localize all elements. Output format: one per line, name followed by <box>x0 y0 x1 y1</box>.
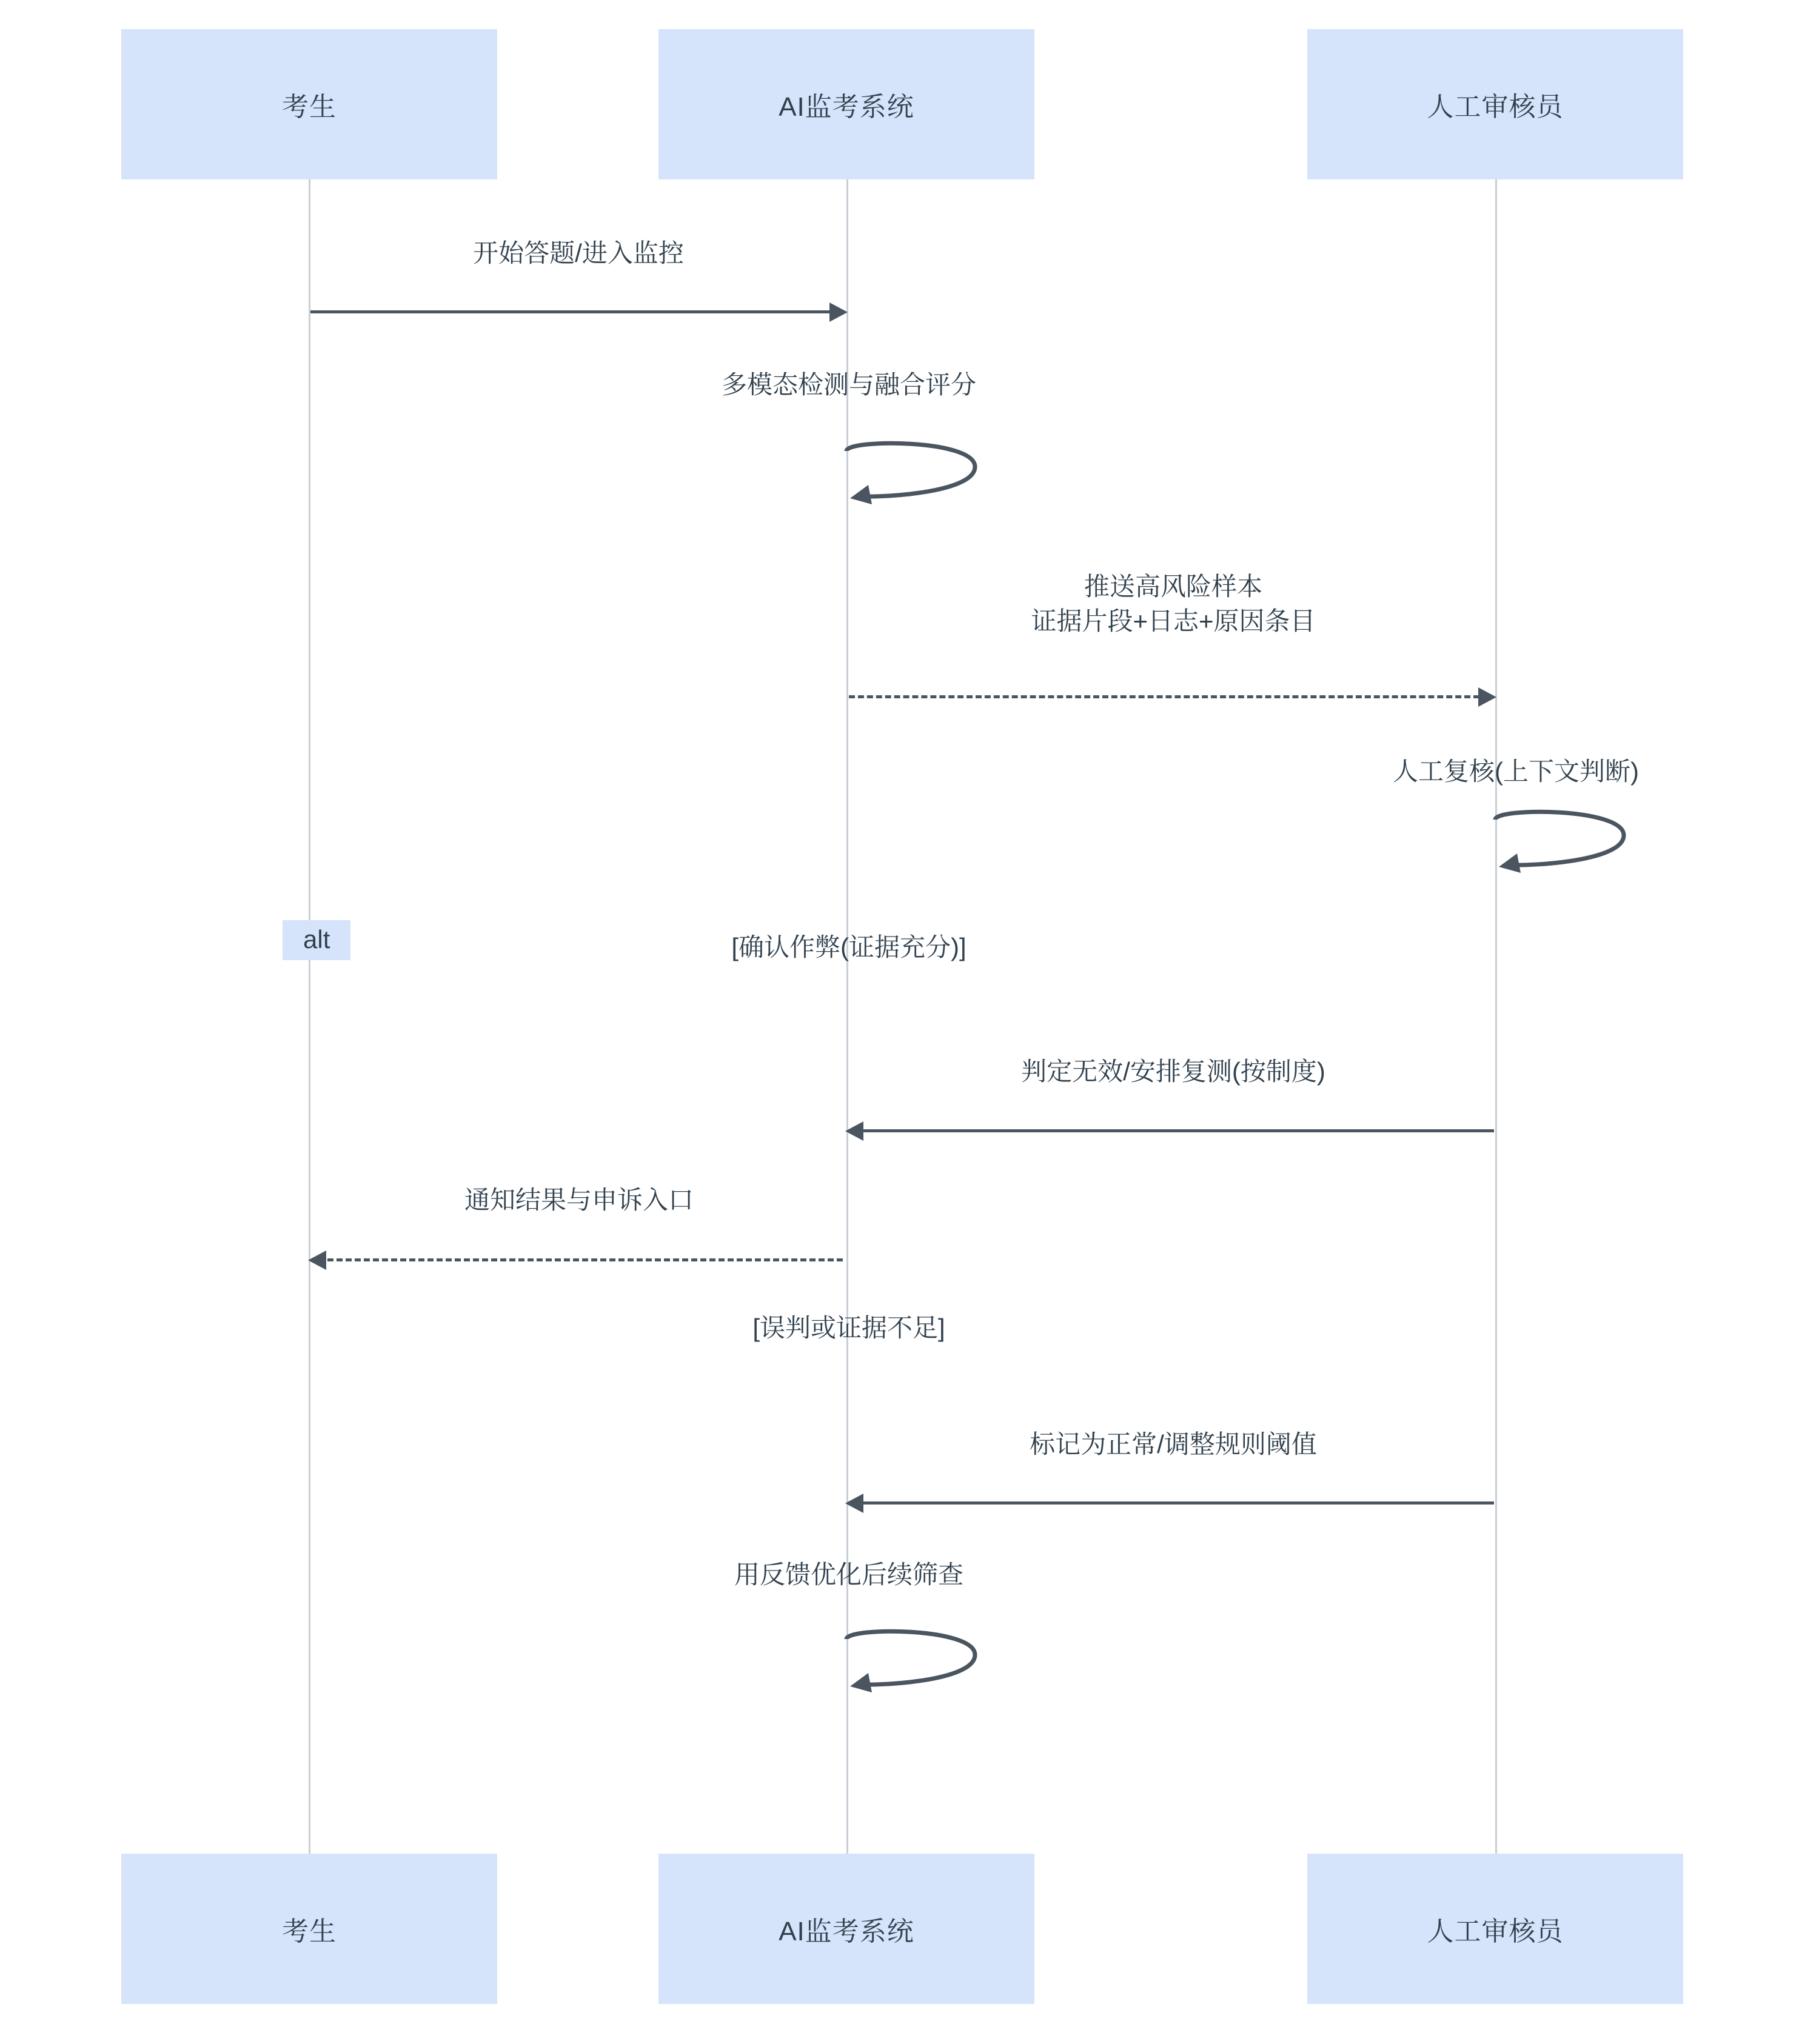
message-label-m8: 用反馈优化后续筛查 <box>734 1560 963 1589</box>
self-loop-m2 <box>844 438 977 516</box>
participant-label-human-reviewer: 人工审核员 <box>1427 92 1564 122</box>
message-arrowhead-m3 <box>1478 687 1496 707</box>
message-line-m1 <box>310 310 832 313</box>
participant-box-human-reviewer-top[interactable] <box>1307 29 1683 179</box>
message-label-m6: 通知结果与申诉入口 <box>464 1186 694 1214</box>
participant-box-examinee-bottom[interactable] <box>121 1854 497 2004</box>
message-arrowhead-m7 <box>845 1494 863 1513</box>
participant-box-examinee-top[interactable] <box>121 29 497 179</box>
message-label-m1: 开始答题/进入监控 <box>473 239 684 267</box>
message-line-m3 <box>849 695 1479 698</box>
self-loop-m4 <box>1493 806 1626 885</box>
message-arrowhead-m5 <box>845 1121 863 1141</box>
message-arrowhead-m1 <box>829 302 848 322</box>
self-loop-m8 <box>844 1626 977 1705</box>
message-label-m5: 判定无效/安排复测(按制度) <box>1021 1057 1325 1086</box>
participant-label-examinee-bottom: 考生 <box>282 1917 337 1946</box>
participant-box-ai-proctor-top[interactable] <box>658 29 1034 179</box>
message-line-m7 <box>862 1501 1494 1505</box>
participant-label-examinee: 考生 <box>282 92 337 122</box>
participant-label-ai-proctor-bottom: AI监考系统 <box>779 1917 914 1946</box>
message-label-m4: 人工复核(上下文判断) <box>1393 757 1639 786</box>
lifeline-examinee <box>309 179 310 1886</box>
message-label-m2: 多模态检测与融合评分 <box>721 370 976 399</box>
alt-branch-condition-1: [确认作弊(证据充分)] <box>731 933 966 961</box>
alt-branch-condition-2: [误判或证据不足] <box>752 1314 945 1342</box>
message-line-m6 <box>327 1258 843 1261</box>
message-label-m3 <box>849 570 1498 638</box>
message-line-m5 <box>862 1129 1494 1132</box>
alt-fragment-keyword: alt <box>283 920 350 960</box>
participant-box-ai-proctor-bottom[interactable] <box>658 1854 1034 2004</box>
participant-label-ai-proctor: AI监考系统 <box>779 92 914 122</box>
message-label-m3-line2: 证据片段+日志+原因条目 <box>1031 606 1316 635</box>
participant-label-human-reviewer-bottom: 人工审核员 <box>1427 1917 1564 1946</box>
participant-box-human-reviewer-bottom[interactable] <box>1307 1854 1683 2004</box>
message-label-m3-line1: 推送高风险样本 <box>1084 572 1262 601</box>
message-label-m7: 标记为正常/调整规则阈值 <box>1030 1430 1317 1458</box>
message-arrowhead-m6 <box>308 1251 326 1270</box>
lifeline-human-reviewer <box>1495 179 1497 1886</box>
